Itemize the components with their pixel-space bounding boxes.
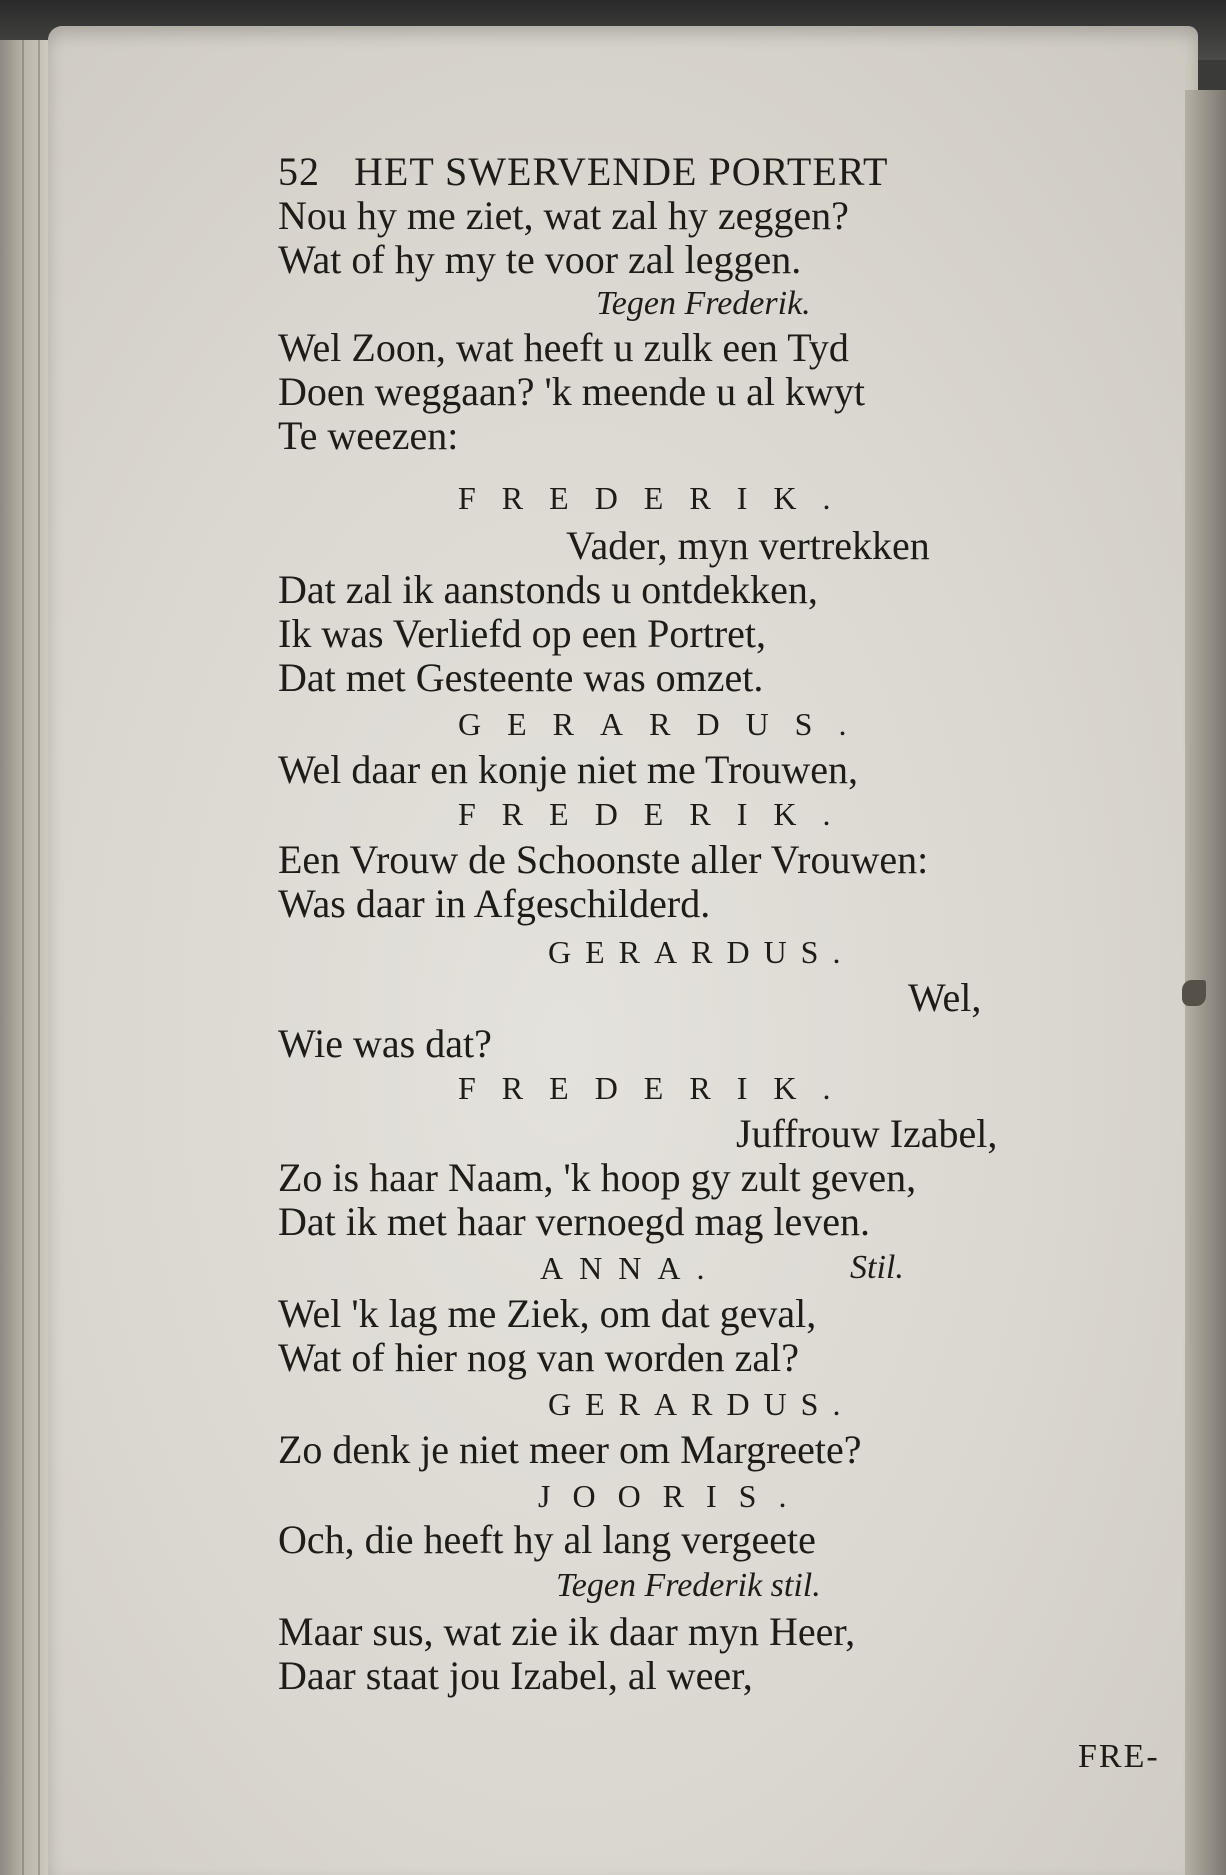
verse-line: Nou hy me ziet, wat zal hy zeggen? [278, 193, 849, 238]
verse-line: Zo is haar Naam, 'k hoop gy zult geven, [278, 1155, 917, 1200]
verse-line: Juffrouw Izabel, [736, 1111, 998, 1156]
verse-line: Wel, [908, 975, 982, 1020]
verse-line: Vader, myn vertrekken [566, 523, 930, 568]
stage-direction: Tegen Frederik. [596, 285, 811, 322]
verse-line: Wat of hier nog van worden zal? [278, 1335, 800, 1380]
speaker-name: GERARDUS. [548, 934, 855, 970]
verse-line: Wel Zoon, wat heeft u zulk een Tyd [278, 325, 849, 370]
verse-line: Wie was dat? [278, 1021, 492, 1066]
verse-line: Wel 'k lag me Ziek, om dat geval, [278, 1291, 817, 1336]
verse-line: Doen weggaan? 'k meende u al kwyt [278, 369, 865, 414]
speaker-name: GERARDUS. [548, 1386, 855, 1422]
verse-line: Wat of hy my te voor zal leggen. [278, 237, 802, 282]
speaker-name: FREDERIK. [458, 796, 857, 832]
speaker-name: ANNA. [540, 1250, 721, 1286]
binding-mark [1182, 980, 1206, 1006]
verse-line: Dat zal ik aanstonds u ontdekken, [278, 567, 818, 612]
page-edge-line [22, 40, 24, 1875]
verse-line: Te weezen: [278, 413, 459, 458]
speaker-name: JOORIS. [538, 1478, 809, 1514]
running-head [278, 150, 888, 194]
stage-direction: Tegen Frederik stil. [556, 1567, 821, 1604]
verse-line: Zo denk je niet meer om Margreete? [278, 1427, 862, 1472]
speaker-name: FREDERIK. [458, 1070, 857, 1106]
verse-line: Dat ik met haar vernoegd mag leven. [278, 1199, 870, 1244]
verse-line: Och, die heeft hy al lang vergeete [278, 1517, 816, 1562]
verse-line: Wel daar en konje niet me Trouwen, [278, 747, 858, 792]
running-title: HET SWERVENDE PORTERT [354, 149, 889, 194]
verse-line: Maar sus, wat zie ik daar myn Heer, [278, 1609, 856, 1654]
verse-line: Was daar in Afgeschilderd. [278, 881, 711, 926]
page-edge-line [38, 40, 40, 1875]
page-number: 52 [278, 149, 320, 194]
verse-line: Dat met Gesteente was omzet. [278, 655, 764, 700]
verse-line: Daar staat jou Izabel, al weer, [278, 1653, 753, 1698]
speaker-name: GERARDUS. [458, 706, 873, 742]
speaker-name: FREDERIK. [458, 480, 857, 516]
stage-direction: Stil. [850, 1249, 904, 1286]
verse-line: Een Vrouw de Schoonste aller Vrouwen: [278, 837, 929, 882]
catchword: FRE- [1078, 1738, 1160, 1775]
verse-line: Ik was Verliefd op een Portret, [278, 611, 767, 656]
